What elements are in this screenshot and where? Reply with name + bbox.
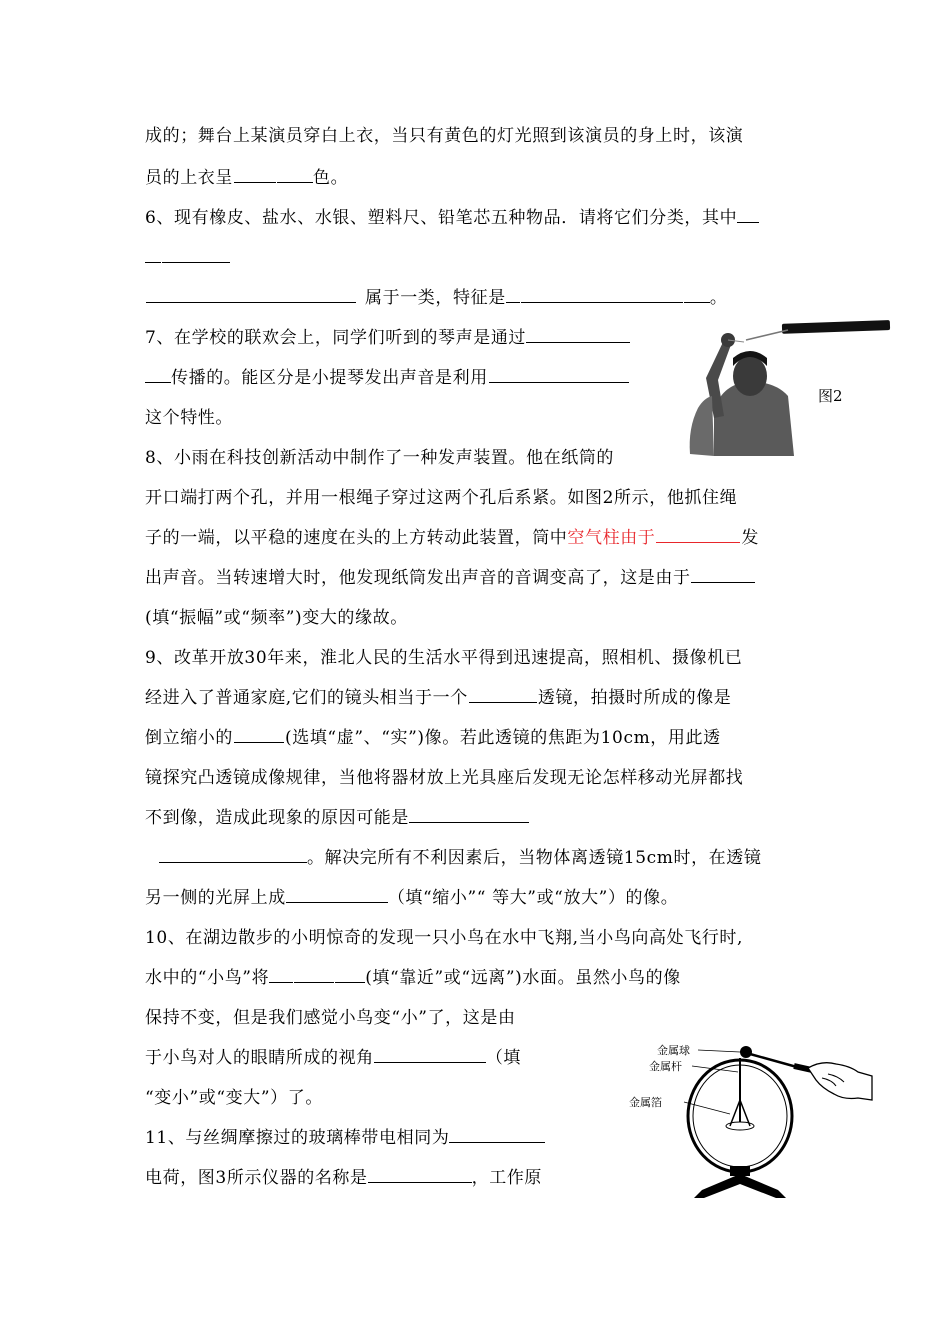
answer-blank[interactable]	[368, 1166, 472, 1183]
text-line: 保持不变，但是我们感觉小鸟变“小”了，这是由	[145, 1008, 516, 1028]
text-line: 属于一类，特征是 。	[145, 286, 727, 310]
text-line: 水中的“小鸟”将 (填“靠近”或“远离”)水面。虽然小鸟的像	[145, 968, 681, 988]
answer-blank[interactable]	[449, 1126, 545, 1143]
answer-blank[interactable]	[145, 366, 171, 383]
text-line: 于小鸟对人的眼睛所成的视角 （填	[145, 1048, 522, 1068]
question-11: 11、与丝绸摩擦过的玻璃棒带电相同为	[145, 1126, 545, 1150]
label-metal-rod: 金属杆	[649, 1060, 682, 1073]
question-10: 10、在湖边散步的小明惊奇的发现一只小鸟在水中飞翔,当小鸟向高处飞行时,	[145, 928, 744, 948]
figure-2-photo	[684, 318, 894, 460]
text-line: 镜探究凸透镜成像规律，当他将器材放上光具座后发现无论怎样移动光屏都找	[145, 768, 744, 788]
text-line: 倒立缩小的 (选填“虚”、“实”)像。若此透镜的焦距为10cm，用此透	[145, 728, 721, 748]
text-line: 电荷，图3所示仪器的名称是 ，工作原	[145, 1168, 543, 1188]
answer-blank[interactable]	[286, 886, 388, 903]
answer-blank[interactable]	[277, 166, 313, 183]
text-line: 另一侧的光屏上成 （填“缩小”“ 等大”或“放大”）的像。	[145, 888, 679, 908]
answer-blank[interactable]	[269, 966, 293, 983]
text-line	[145, 246, 231, 270]
label-metal-ball: 金属球	[657, 1044, 690, 1057]
answer-blank[interactable]	[145, 246, 161, 263]
answer-blank[interactable]	[162, 246, 230, 263]
question-6: 6、现有橡皮、盐水、水银、塑料尺、铅笔芯五种物品．请将它们分类，其中	[145, 206, 759, 230]
text-line: 子的一端，以平稳的速度在头的上方转动此装置，筒中空气柱由于 发	[145, 528, 760, 548]
label-metal-foil: 金属箔	[629, 1096, 662, 1109]
answer-blank[interactable]	[374, 1046, 486, 1063]
answer-blank[interactable]	[656, 526, 740, 543]
answer-blank[interactable]	[684, 286, 710, 303]
answer-blank[interactable]	[294, 966, 334, 983]
text-line: 不到像，造成此现象的原因可能是	[145, 806, 529, 830]
answer-blank[interactable]	[146, 286, 356, 303]
answer-blank[interactable]	[737, 206, 759, 223]
question-7: 7、在学校的联欢会上，同学们听到的琴声是通过	[145, 326, 630, 350]
answer-blank[interactable]	[489, 366, 629, 383]
question-8: 8、小雨在科技创新活动中制作了一种发声装置。他在纸筒的	[145, 448, 615, 468]
answer-blank[interactable]	[234, 166, 276, 183]
text-line: “变小”或“变大”）了。	[145, 1088, 323, 1108]
answer-blank[interactable]	[409, 806, 529, 823]
answer-blank[interactable]	[691, 566, 755, 583]
answer-blank[interactable]	[234, 726, 284, 743]
answer-blank[interactable]	[506, 286, 520, 303]
text-line: 。解决完所有不利因素后，当物体离透镜15cm时，在透镜	[145, 846, 761, 870]
text-line: 成的；舞台上某演员穿白上衣，当只有黄色的灯光照到该演员的身上时，该演	[145, 126, 744, 146]
figure-3-electroscope	[622, 1030, 882, 1210]
answer-blank[interactable]	[159, 846, 307, 863]
answer-blank[interactable]	[335, 966, 365, 983]
text-line: 这个特性。	[145, 408, 233, 428]
answer-blank[interactable]	[469, 686, 537, 703]
text-line: 员的上衣呈 色。	[145, 168, 349, 188]
text-line: 出声音。当转速增大时，他发现纸筒发出声音的音调变高了，这是由于	[145, 566, 755, 590]
figure-2-label: 图2	[818, 387, 843, 405]
answer-blank[interactable]	[526, 326, 630, 343]
answer-blank[interactable]	[521, 286, 683, 303]
text-line: 经进入了普通家庭,它们的镜头相当于一个 透镜，拍摄时所成的像是	[145, 688, 732, 708]
text-line: 开口端打两个孔，并用一根绳子穿过这两个孔后系紧。如图2所示，他抓住绳	[145, 488, 738, 508]
question-9: 9、改革开放30年来，淮北人民的生活水平得到迅速提高，照相机、摄像机已	[145, 648, 743, 668]
text-line: 传播的。能区分是小提琴发出声音是利用	[145, 366, 630, 390]
text-line: (填“振幅”或“频率”)变大的缘故。	[145, 608, 408, 628]
